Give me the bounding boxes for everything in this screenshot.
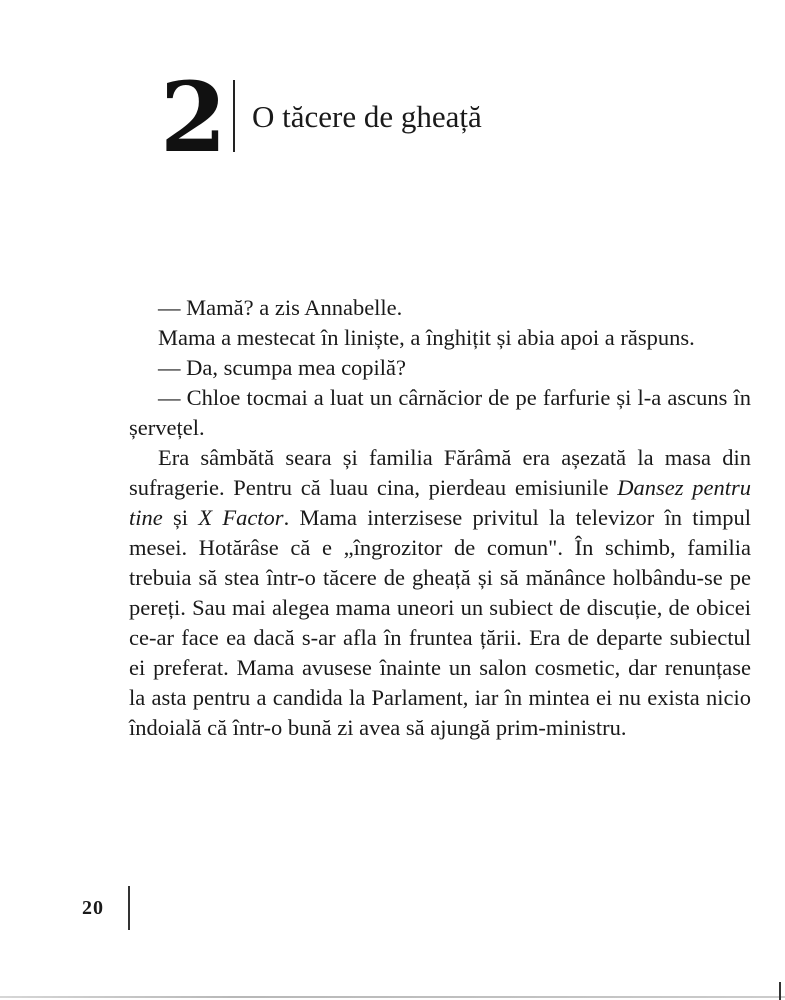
tv-show-title: X Factor [198,505,284,530]
paragraph: Mama a mestecat în liniște, a înghițit și abia apoi a răspuns. [158,325,695,350]
scan-edge-bottom [0,996,785,998]
scan-edge-right [779,982,781,1000]
paragraph-text: Era sâmbătă seara și familia Fărâmă era așezată la masa din sufragerie. Pentru că luau cina, pierdeau emisiunile [129,445,751,500]
tv-show-title: Dansez pentru tine [129,475,751,530]
page-number: 20 [82,897,104,919]
paragraph-text: și [162,505,199,530]
paragraph: — Mamă? a zis Annabelle. [158,295,403,320]
chapter-number: 2 [160,61,225,174]
paragraph [129,443,751,743]
paragraph: — Da, scumpa mea copilă? [158,355,407,380]
folio-divider-rule [128,886,130,930]
chapter-divider-rule [233,80,235,152]
paragraph: — Chloe tocmai a luat un cârnăcior de pe farfurie și l-a ascuns în șervețel. [129,385,751,440]
paragraph-text: . Mama interzisese privitul la televizor în timpul mesei. Hotărâse că e „îngrozitor de comun". În schimb, familia trebuia să stea într-o tăcere de gheață și să mănânce holbându-se pe pereți. Sau mai alegea mama uneori un subiect de discuție, de obicei ce-ar face ea dacă s-ar afla în fruntea țării. Era de departe subiectul ei preferat. Mama avusese înainte un salon cosmetic, dar renunțase la asta pentru a candida la Parlament, iar în mintea ei nu exista nicio îndoială că într-o bună zi avea să ajungă prim-ministru. [129,505,751,740]
chapter-title: O tăcere de gheață [252,99,482,134]
chapter-body [129,293,751,743]
